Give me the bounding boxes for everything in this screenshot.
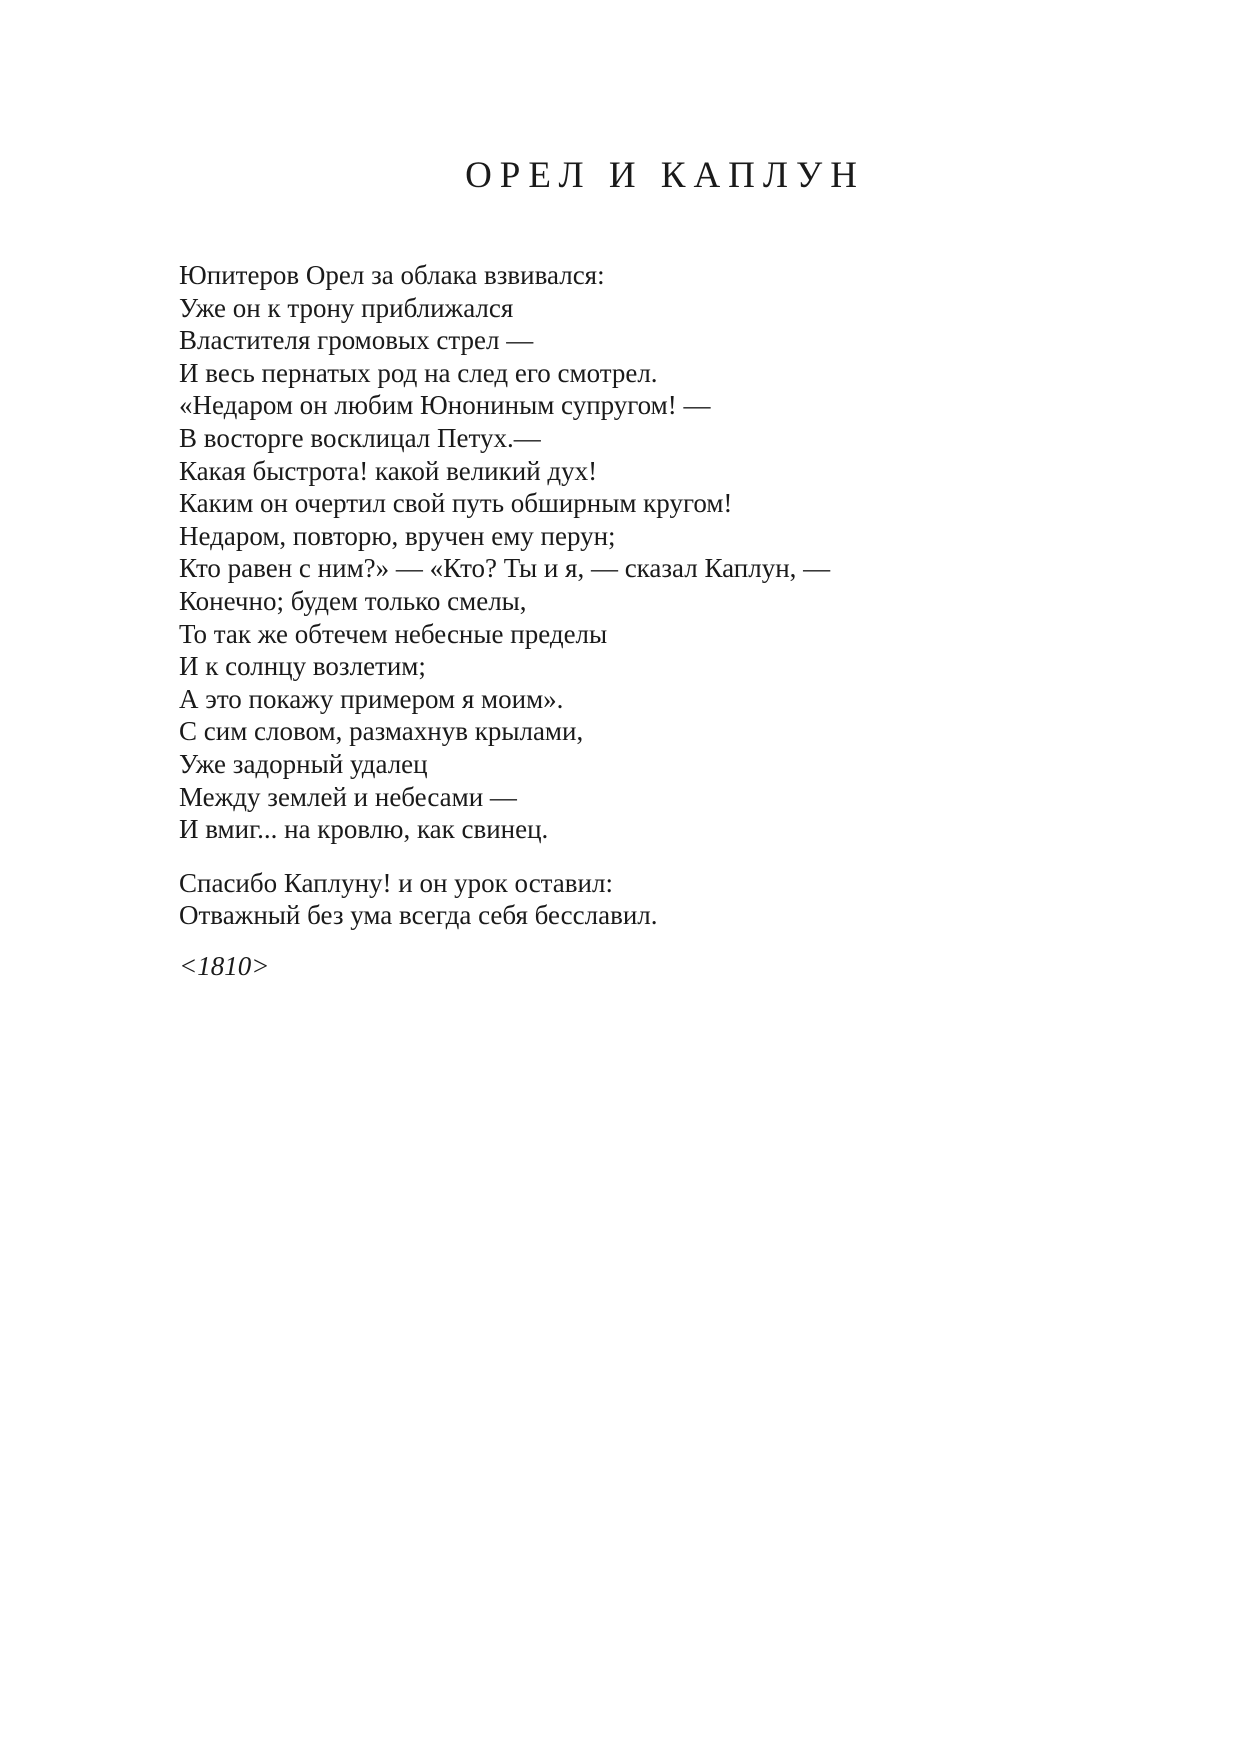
poem-line: И весь пернатых род на след его смотрел. — [179, 357, 658, 388]
poem-line: Уже он к трону приближался — [179, 292, 514, 323]
poem-line: Конечно; будем только смелы, — [179, 585, 527, 616]
poem-line: Уже задорный удалец — [179, 748, 428, 779]
stanza-1 — [179, 259, 1179, 846]
poem-line: Спасибо Каплуну! и он урок оставил: — [179, 867, 613, 898]
poem-line: И вмиг... на кровлю, как свинец. — [179, 814, 549, 845]
poem-line: С сим словом, размахнув крылами, — [179, 716, 584, 747]
poem-line: Юпитеров Орел за облака взвивался: — [179, 260, 605, 290]
poem-line: В восторге восклицал Петух.— — [179, 422, 541, 453]
poem-line: И к солнцу возлетим; — [179, 651, 426, 682]
poem-line: Кто равен с ним?» — «Кто? Ты и я, — сказал Каплун, — — [179, 553, 831, 584]
poem-line: Какая быстрота! какой великий дух! — [179, 455, 598, 486]
poem-line: «Недаром он любим Юнониным супругом! — — [179, 390, 711, 421]
stanza-2 — [179, 867, 1179, 932]
poem-line: Властителя громовых стрел — — [179, 325, 534, 356]
poem-line: Между землей и небесами — — [179, 781, 517, 812]
poem-line: Отважный без ума всегда себя бесславил. — [179, 900, 658, 931]
poem-date: <1810> — [179, 950, 270, 981]
poem-title: ОРЕЛ И КАПЛУН — [465, 155, 865, 196]
poem-body — [179, 259, 1179, 982]
poem-line: Недаром, повторю, вручен ему перун; — [179, 520, 616, 551]
poem-line: А это покажу примером я моим». — [179, 683, 564, 714]
poem-line: Каким он очертил свой путь обширным кругом! — [179, 488, 733, 519]
poem-line: То так же обтечем небесные пределы — [179, 618, 608, 649]
